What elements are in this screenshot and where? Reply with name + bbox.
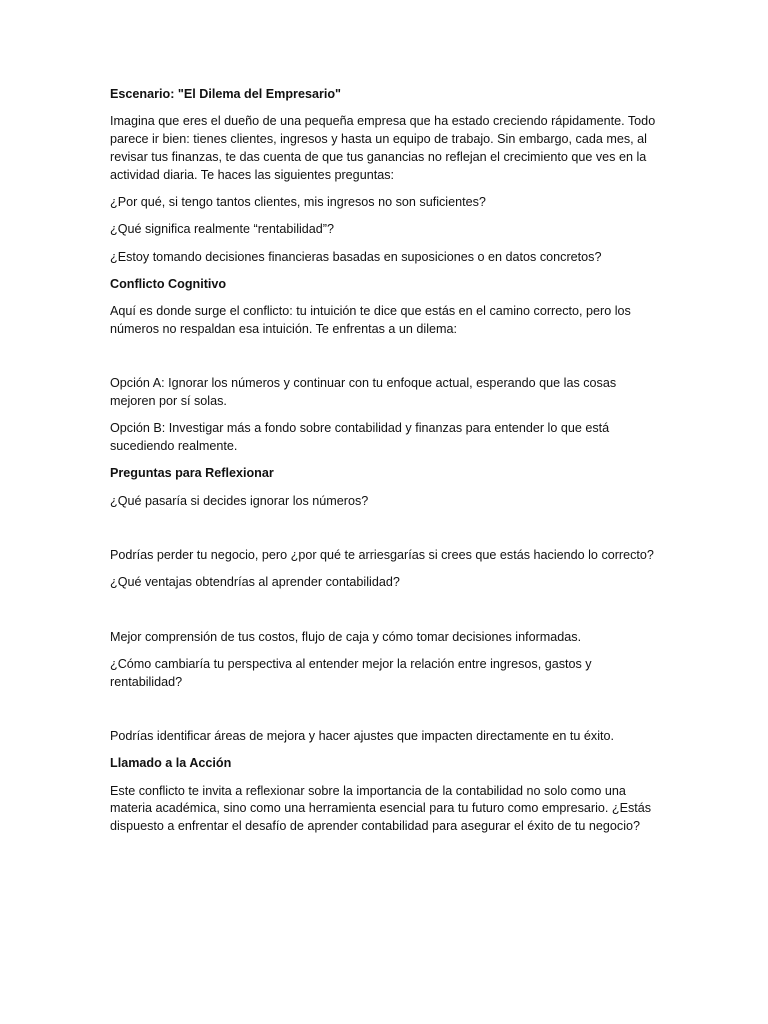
reflection-question: ¿Qué ventajas obtendrías al aprender contabilidad? — [110, 575, 400, 590]
reflection-heading: Preguntas para Reflexionar — [110, 466, 274, 481]
scenario-title: Escenario: "El Dilema del Empresario" — [110, 87, 342, 101]
reflection-answer: Podrías identificar áreas de mejora y hacer ajustes que impacten directamente en tu éxito. — [110, 729, 615, 744]
spacer — [110, 348, 658, 375]
call-to-action-heading: Llamado a la Acción — [110, 756, 232, 771]
intro-paragraph: Imagina que eres el dueño de una pequeña empresa que ha estado creciendo rápidamente. Todo parece ir bien: tienes clientes, ingresos y hasta un equipo de trabajo. Sin embargo, cada mes, al revisar tus finanzas, te das cuenta de que tus ganancias no reflejan el crecimiento que ves en la actividad diaria. Te haces las siguientes preguntas: — [110, 114, 656, 182]
question-item: ¿Por qué, si tengo tantos clientes, mis ingresos no son suficientes? — [110, 194, 486, 209]
conflict-heading: Conflicto Cognitivo — [110, 276, 227, 291]
option-a: Opción A: Ignorar los números y continuar con tu enfoque actual, esperando que las cosas mejoren por sí solas. — [110, 376, 617, 409]
option-b: Opción B: Investigar más a fondo sobre contabilidad y finanzas para entender lo que está sucediendo realmente. — [110, 421, 610, 454]
spacer — [110, 602, 658, 629]
question-item: ¿Estoy tomando decisiones financieras basadas en suposiciones o en datos concretos? — [110, 249, 602, 264]
spacer — [110, 701, 658, 728]
call-to-action-paragraph: Este conflicto te invita a reflexionar sobre la importancia de la contabilidad no solo como una materia académica, sino como una herramienta esencial para tu futuro como empresario. ¿Estás dispuesto a enfrentar el desafío de aprender contabilidad para asegurar el éxito de tu negocio? — [110, 783, 652, 834]
conflict-paragraph: Aquí es donde surge el conflicto: tu intuición te dice que estás en el camino correcto, pero los números no respaldan esa intuición. Te enfrentas a un dilema: — [110, 304, 631, 336]
spacer — [110, 520, 658, 547]
reflection-answer: Mejor comprensión de tus costos, flujo de caja y cómo tomar decisiones informadas. — [110, 629, 582, 644]
document-body — [110, 86, 658, 846]
reflection-answer: Podrías perder tu negocio, pero ¿por qué te arriesgarías si crees que estás haciendo lo correcto? — [110, 548, 654, 563]
reflection-question: ¿Cómo cambiaría tu perspectiva al entender mejor la relación entre ingresos, gastos y rentabilidad? — [110, 656, 592, 689]
question-item: ¿Qué significa realmente “rentabilidad”? — [110, 222, 335, 237]
reflection-question: ¿Qué pasaría si decides ignorar los números? — [110, 493, 369, 508]
